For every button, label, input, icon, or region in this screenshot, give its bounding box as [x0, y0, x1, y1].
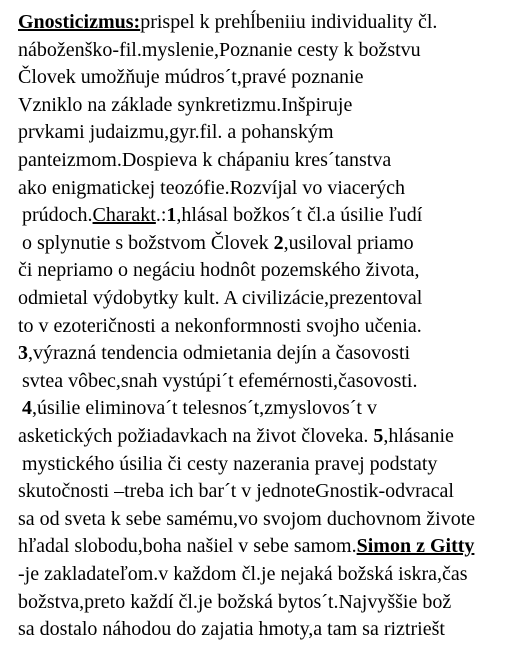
text-segment: to v ezoteričnosti a nekonformnosti svojho učenia. — [18, 315, 422, 337]
text-segment: prúdoch. — [22, 204, 93, 226]
text-segment: ako enigmatickej teozófie.Rozvíjal vo viacerých — [18, 177, 406, 199]
text-line — [22, 451, 437, 478]
text-line — [22, 202, 422, 229]
text-line — [18, 147, 391, 174]
text-segment: 2 — [273, 232, 284, 254]
text-line — [18, 478, 454, 505]
text-segment: panteizmom.Dospieva k chápaniu kres´tanstva — [18, 149, 392, 171]
text-line — [18, 423, 454, 450]
text-line — [22, 230, 414, 257]
text-line — [22, 368, 417, 395]
text-line — [18, 64, 363, 91]
text-segment: ,hlásanie — [383, 425, 454, 447]
text-segment: 3 — [18, 342, 28, 364]
text-segment: náboženško-fil.myslenie,Poznanie cesty k božstvu — [18, 39, 421, 61]
text-segment: .: — [155, 204, 167, 226]
text-segment: Vzniklo na základe synkretizmu.Inšpiruje — [18, 94, 353, 116]
text-line — [18, 561, 468, 588]
text-segment: 5 — [373, 425, 384, 447]
text-line — [18, 119, 334, 146]
text-line — [18, 257, 420, 284]
text-segment: ,usiloval priamo — [283, 232, 414, 254]
text-line — [18, 9, 437, 36]
text-segment: 4 — [22, 397, 32, 419]
text-segment: Simon z Gitty — [356, 535, 475, 557]
text-segment: mystického úsilia či cesty nazerania pravej podstaty — [22, 453, 438, 475]
text-segment: či nepriamo o negáciu hodnôt pozemského života, — [18, 259, 420, 281]
text-segment: sa od sveta k sebe samému,vo svojom duchovnom živote — [18, 508, 476, 530]
text-segment: svtea vôbec,snah vystúpi´t efemérnosti,časovosti. — [22, 370, 418, 392]
text-line — [18, 92, 352, 119]
text-line — [18, 313, 422, 340]
text-line — [18, 175, 405, 202]
text-line — [18, 37, 421, 64]
text-segment: prvkami judaizmu,gyr.fil. a pohanským — [18, 121, 334, 143]
text-segment: ,hlásal božkos´t čl.a úsilie ľudí — [176, 204, 423, 226]
text-segment: sa dostalo náhodou do zajatia hmoty,a tam sa riztriešt — [18, 618, 445, 640]
text-segment: ,úsilie eliminova´t telesnos´t,zmyslovos´t v — [32, 397, 377, 419]
text-line — [18, 285, 422, 312]
text-segment: Charakt — [92, 204, 156, 226]
text-segment: asketických požiadavkach na život človeka. — [18, 425, 374, 447]
text-segment: Gnosticizmus: — [18, 11, 141, 33]
text-line — [18, 340, 410, 367]
text-segment: ,výrazná tendencia odmietania dejín a časovosti — [28, 342, 411, 364]
text-segment: skutočnosti –treba ich bar´t v jednoteGnostik-odvracal — [18, 480, 454, 502]
text-line — [18, 589, 451, 616]
text-segment: Človek umožňuje múdros´t,pravé poznanie — [18, 66, 364, 88]
text-segment: odmietal výdobytky kult. A civilizácie,prezentoval — [18, 287, 423, 309]
text-line — [18, 533, 474, 560]
text-line — [22, 395, 377, 422]
text-segment: 1 — [166, 204, 177, 226]
text-segment: božstva,preto každí čl.je božská bytos´t.Najvyššie bož — [18, 591, 452, 613]
text-segment: o splynutie s božstvom Človek — [22, 232, 274, 254]
text-segment: prispel k prehĺbeniiu individuality čl. — [140, 11, 438, 33]
text-line — [18, 506, 475, 533]
text-segment: -je zakladateľom.v každom čl.je nejaká božská iskra,čas — [18, 563, 468, 585]
text-segment: hľadal slobodu,boha našiel v sebe samom. — [18, 535, 357, 557]
text-line — [18, 616, 445, 643]
